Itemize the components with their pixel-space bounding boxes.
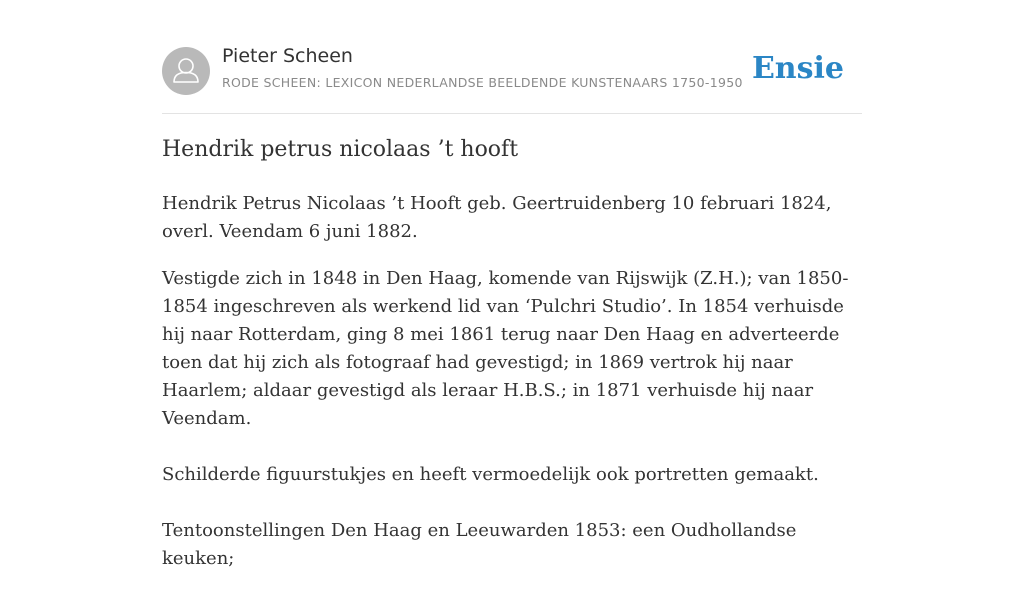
- article-paragraph: Hendrik Petrus Nicolaas ’t Hooft geb. Geertruidenberg 10 februari 1824, overl. Veendam 6 juni 1882.: [162, 193, 832, 242]
- avatar[interactable]: [162, 47, 210, 95]
- user-icon: [162, 47, 210, 95]
- article-header: [162, 0, 862, 114]
- source-label[interactable]: RODE SCHEEN: LEXICON NEDERLANDSE BEELDENDE KUNSTENAARS 1750-1950: [222, 75, 743, 90]
- article-paragraph: Vestigde zich in 1848 in Den Haag, komende van Rijswijk (Z.H.); van 1850-1854 ingeschreven als werkend lid van ‘Pulchri Studio’. In 1854 verhuisde hij naar Rotterdam, ging 8 mei 1861 terug naar Den Haag en adverteerde toen dat hij zich als fotograaf had gevestigd; in 1869 vertrok hij naar Haarlem; aldaar gevestigd als leraar H.B.S.; in 1871 verhuisde hij naar Veendam. Schilderde figuurstukjes en heeft vermoedelijk ook portretten gemaakt. Tentoonstellingen Den Haag en Leeuwarden 1853: een Oudhollandse keuken;: [162, 268, 849, 569]
- article-body: [162, 190, 862, 592]
- article-container: [162, 0, 862, 569]
- article-title: Hendrik petrus nicolaas ’t hooft: [162, 137, 519, 162]
- author-name[interactable]: Pieter Scheen: [222, 45, 353, 67]
- brand-logo[interactable]: Ensie: [751, 51, 844, 86]
